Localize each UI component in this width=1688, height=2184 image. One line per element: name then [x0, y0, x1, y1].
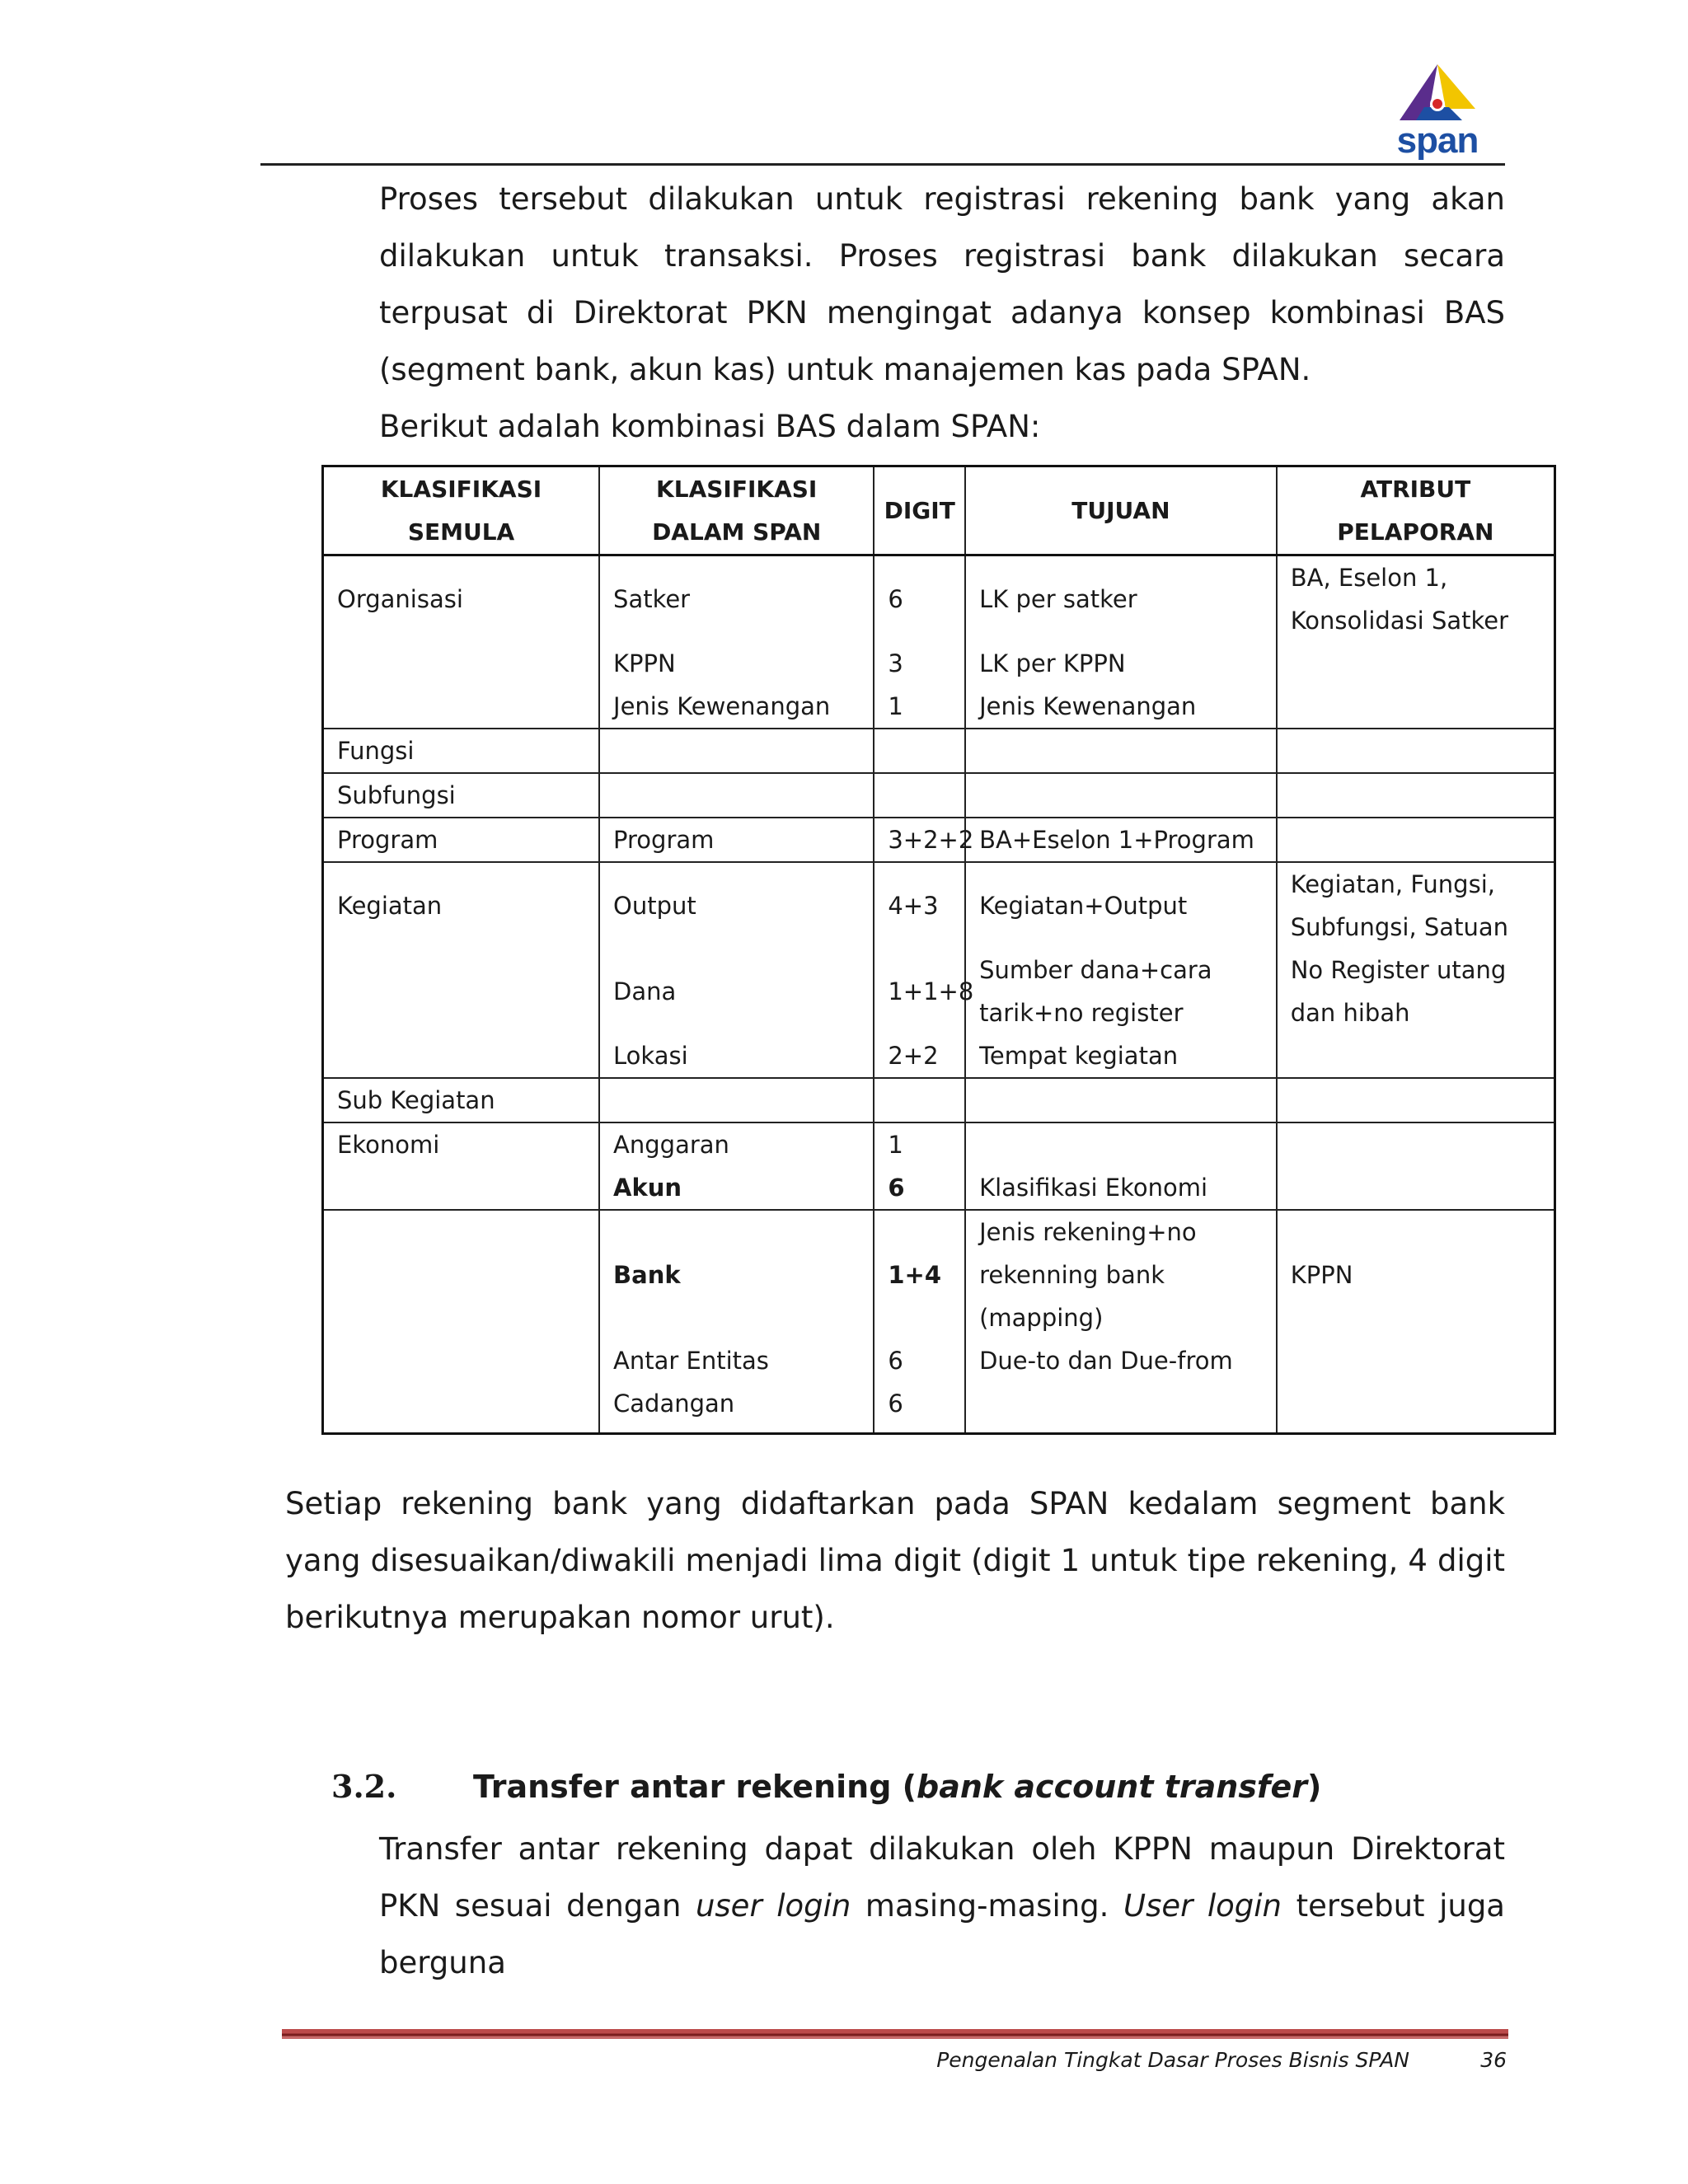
cell-atribut-line: Subfungsi, Satuan: [1290, 913, 1508, 941]
cell-atribut: [1277, 949, 1555, 1034]
segment-bank-paragraph: Setiap rekening bank yang didaftarkan pada SPAN kedalam segment bank yang disesuaikan/diwakili menjadi lima digit (digit 1 untuk tipe rekening, 4 digit berikutnya merupakan nomor urut).: [285, 1486, 1505, 1635]
cell-digit: 6: [874, 1166, 965, 1210]
table-row: [323, 1339, 1555, 1382]
cell-atribut: [1277, 862, 1555, 949]
section-title-part: ): [1306, 1769, 1322, 1805]
cell-semula: Program: [323, 818, 600, 862]
header-digit: DIGIT: [874, 466, 965, 555]
cell-tujuan: [965, 949, 1277, 1034]
table-header-row: [323, 466, 1555, 555]
table-row: [323, 1122, 1555, 1166]
table-row: [323, 773, 1555, 818]
cell-digit: 6: [874, 555, 965, 643]
cell-atribut: [1277, 555, 1555, 643]
cell-semula: Kegiatan: [323, 862, 600, 949]
cell-atribut-line: dan hibah: [1290, 999, 1410, 1027]
cell-digit: 3: [874, 642, 965, 685]
cell-digit: 1+4: [874, 1210, 965, 1339]
cell-digit: 1+1+8: [874, 949, 965, 1034]
footer-bar: [282, 2029, 1508, 2039]
section-number: 3.2.: [331, 1768, 397, 1805]
table-row: [323, 555, 1555, 643]
bas-combination-table: [321, 465, 1556, 1435]
cell-tujuan: Kegiatan+Output: [965, 862, 1277, 949]
cell-span: Program: [599, 818, 874, 862]
cell-tujuan-line: (mapping): [979, 1304, 1104, 1332]
table-row: [323, 949, 1555, 1034]
section-title-italic: bank account transfer: [917, 1769, 1307, 1805]
cell-tujuan-line: rekenning bank: [979, 1261, 1165, 1289]
cell-tujuan: Tempat kegiatan: [965, 1034, 1277, 1078]
cell-span: KPPN: [599, 642, 874, 685]
cell-digit: 4+3: [874, 862, 965, 949]
cell-digit: 3+2+2: [874, 818, 965, 862]
section-text-italic: User login: [1123, 1888, 1282, 1924]
cell-atribut-line: Kegiatan, Fungsi,: [1290, 870, 1495, 898]
cell-tujuan: Due-to dan Due-from: [965, 1339, 1277, 1382]
cell-digit: 1: [874, 685, 965, 729]
section-paragraph: [379, 1821, 1505, 1991]
cell-span: Satker: [599, 555, 874, 643]
cell-span: Jenis Kewenangan: [599, 685, 874, 729]
cell-semula: Subfungsi: [323, 773, 600, 818]
cell-atribut: KPPN: [1277, 1210, 1555, 1339]
table-row: [323, 1210, 1555, 1339]
cell-span: Akun: [599, 1166, 874, 1210]
section-title: [473, 1762, 1321, 1811]
cell-semula: Organisasi: [323, 555, 600, 643]
cell-tujuan: [965, 1210, 1277, 1339]
footer-title: Pengenalan Tingkat Dasar Proses Bisnis SPAN: [936, 2048, 1409, 2072]
header-tujuan: TUJUAN: [965, 466, 1277, 555]
table-intro-text: Berikut adalah kombinasi BAS dalam SPAN:: [379, 409, 1041, 444]
cell-atribut-line: Konsolidasi Satker: [1290, 607, 1509, 635]
table-row: [323, 642, 1555, 685]
cell-digit: 6: [874, 1382, 965, 1433]
table-row: [323, 862, 1555, 949]
cell-tujuan: LK per KPPN: [965, 642, 1277, 685]
span-logo: [1391, 61, 1484, 162]
cell-tujuan: Klasifikasi Ekonomi: [965, 1166, 1277, 1210]
cell-semula: Fungsi: [323, 729, 600, 773]
section-text: masing-masing.: [851, 1888, 1123, 1924]
section-text: Transfer antar rekening dapat dilakukan oleh KPPN maupun Direktorat PKN sesuai dengan: [379, 1831, 1505, 1924]
cell-span: Bank: [599, 1210, 874, 1339]
cell-tujuan-line: Sumber dana+cara: [979, 956, 1212, 984]
header-rule: [260, 163, 1505, 166]
cell-span: Cadangan: [599, 1382, 874, 1433]
cell-semula: Ekonomi: [323, 1122, 600, 1166]
cell-tujuan-line: Jenis rekening+no: [979, 1218, 1197, 1246]
table-row: [323, 685, 1555, 729]
intro-paragraph: Proses tersebut dilakukan untuk registrasi rekening bank yang akan dilakukan untuk transaksi. Proses registrasi bank dilakukan secara terpusat di Direktorat PKN mengingat adanya konsep kombinasi BAS (segment bank, akun kas) untuk manajemen kas pada SPAN.: [379, 181, 1505, 387]
cell-tujuan-line: tarik+no register: [979, 999, 1184, 1027]
section-text: tersebut juga berguna: [379, 1888, 1505, 1980]
page-number: 36: [1480, 2048, 1507, 2072]
cell-tujuan: BA+Eselon 1+Program: [965, 818, 1277, 862]
cell-semula: Sub Kegiatan: [323, 1078, 600, 1122]
table-row: [323, 1166, 1555, 1210]
header-klasifikasi-semula: KLASIFIKASI SEMULA: [323, 466, 600, 555]
cell-span: Output: [599, 862, 874, 949]
table-row: [323, 818, 1555, 862]
cell-tujuan: Jenis Kewenangan: [965, 685, 1277, 729]
table-row: [323, 1382, 1555, 1433]
section-title-part: Transfer antar rekening (: [473, 1769, 917, 1805]
table-row: [323, 1078, 1555, 1122]
cell-digit: 6: [874, 1339, 965, 1382]
table-row: [323, 729, 1555, 773]
table-row: [323, 1034, 1555, 1078]
header-atribut-pelaporan: ATRIBUT PELAPORAN: [1277, 466, 1555, 555]
cell-atribut-line: BA, Eselon 1,: [1290, 564, 1448, 592]
cell-span: Anggaran: [599, 1122, 874, 1166]
cell-span: Antar Entitas: [599, 1339, 874, 1382]
cell-digit: 2+2: [874, 1034, 965, 1078]
span-logo-mark-icon: [1391, 61, 1484, 127]
section-text-italic: user login: [695, 1888, 851, 1924]
cell-tujuan: LK per satker: [965, 555, 1277, 643]
cell-digit: 1: [874, 1122, 965, 1166]
header-klasifikasi-span: KLASIFIKASI DALAM SPAN: [599, 466, 874, 555]
span-logo-text: span: [1396, 120, 1479, 161]
cell-span: Dana: [599, 949, 874, 1034]
cell-span: Lokasi: [599, 1034, 874, 1078]
cell-atribut-line: No Register utang: [1290, 956, 1507, 984]
